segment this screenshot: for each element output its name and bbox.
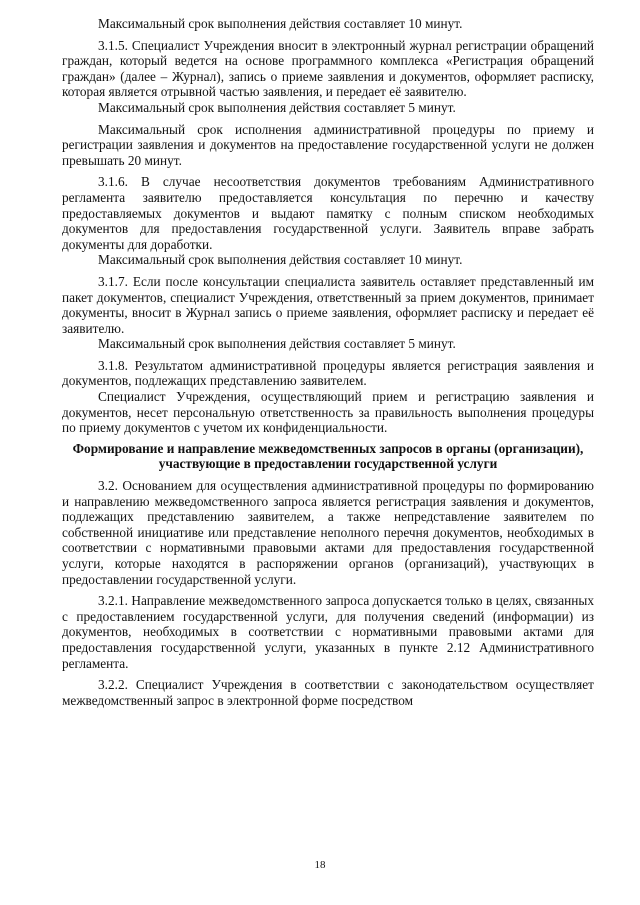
- paragraph: Максимальный срок выполнения действия составляет 10 минут.: [98, 252, 463, 268]
- paragraph: Максимальный срок исполнения административной процедуры по приему и регистрации заявления и документов на предоставление государственной услуги не должен превышать 20 минут.: [62, 121, 594, 168]
- page-body: [62, 16, 594, 708]
- paragraph: 3.1.6. В случае несоответствия документов требованиям Административного регламента заявителю предоставляется консультация по перечню и качеству предоставляемых документов и выдают памятку с полным списком необходимых документов для предоставления государственной услуги. Заявитель вправе забрать документы для доработки.: [62, 174, 594, 252]
- section-heading: Формирование и направление межведомственных запросов в органы (организации), участвующие в предоставлении государственной услуги: [72, 440, 584, 472]
- paragraph: 3.1.7. Если после консультации специалиста заявитель оставляет представленный им пакет документов, специалист Учреждения, ответственный за прием документов, принимает документы, вносит в Журнал запись о приеме заявления, оформляет расписку и передает её заявителю.: [62, 273, 594, 336]
- paragraph: Максимальный срок выполнения действия составляет 5 минут.: [98, 336, 456, 352]
- paragraph: Максимальный срок выполнения действия составляет 10 минут.: [98, 16, 463, 31]
- paragraph: 3.1.5. Специалист Учреждения вносит в электронный журнал регистрации обращений граждан, который ведется на основе программного комплекса «Регистрация обращений граждан» (далее – Журнал), запись о приеме заявления и документов, оформляет расписку, которая является отрывной частью заявления, и передает её заявителю.: [62, 37, 594, 100]
- paragraph: Максимальный срок выполнения действия составляет 5 минут.: [98, 99, 456, 115]
- page-number: 18: [314, 859, 326, 871]
- paragraph: 3.2. Основанием для осуществления административной процедуры по формированию и направлению межведомственного запроса является регистрация заявления и документов, подлежащих представлению заявителем, а также непредставление заявителем по собственной инициативе или представление неполного перечня документов, необходимых в соответствии с нормативными правовыми актами для предоставления государственной услуги, которые находятся в распоряжении органов (организаций), участвующих в предоставлении государственной услуги.: [62, 478, 594, 587]
- paragraph: 3.2.1. Направление межведомственного запроса допускается только в целях, связанных с предоставлением государственной услуги, для получения сведений (информации) из документов, необходимых в соответствии с нормативными правовыми актами для предоставления государственной услуги, указанных в пункте 2.12 Административного регламента.: [62, 593, 594, 671]
- paragraph: Специалист Учреждения, осуществляющий прием и регистрацию заявления и документов, несет персональную ответственность за правильность выполнения процедуры по приему документов с учетом их конфиденциальности.: [62, 389, 594, 436]
- paragraph: 3.1.8. Результатом административной процедуры является регистрация заявления и документов, подлежащих представлению заявителем.: [62, 357, 594, 389]
- paragraph: 3.2.2. Специалист Учреждения в соответствии с законодательством осуществляет межведомственный запрос в электронной форме посредством: [62, 677, 594, 708]
